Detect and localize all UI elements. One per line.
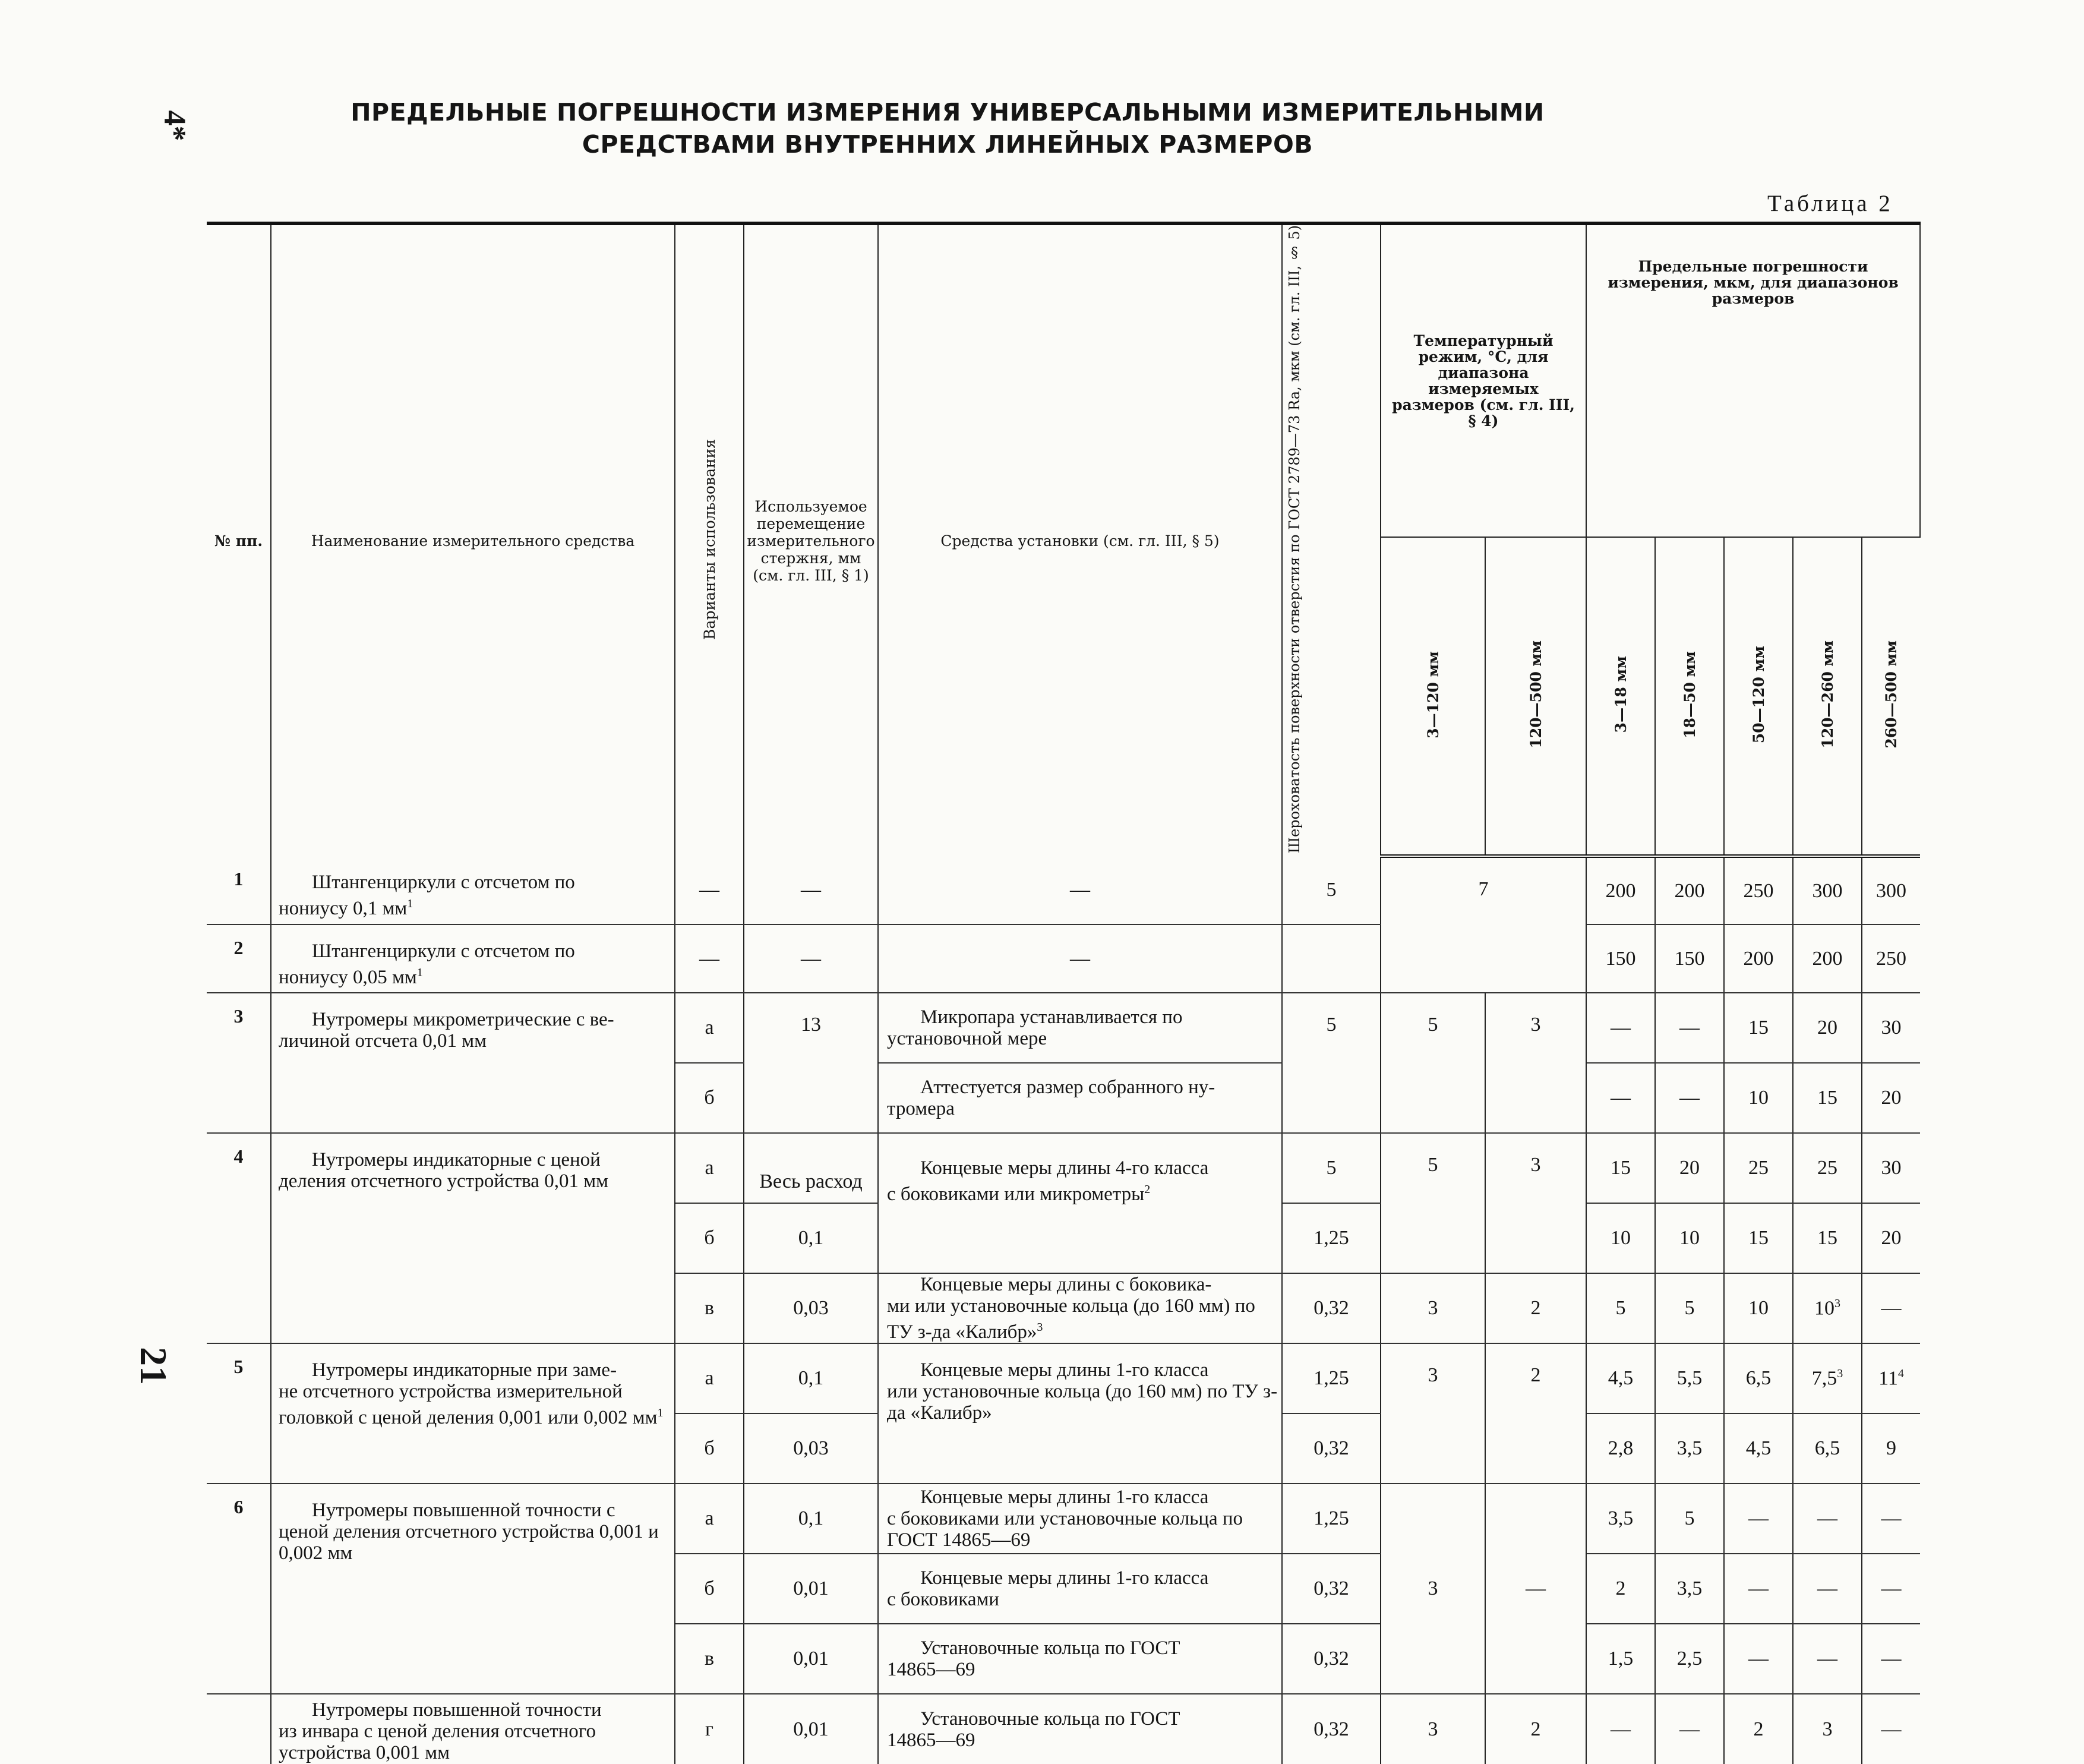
displacement-cell: 0,03 — [744, 1413, 878, 1484]
roughness-cell: 1,25 — [1282, 1343, 1381, 1413]
displacement-cell: 0,1 — [744, 1484, 878, 1554]
instrument-name — [271, 993, 675, 1133]
header-err-range-3-label: 50—120 мм — [1750, 645, 1767, 744]
table-row — [207, 924, 1920, 993]
error-cell: 10 — [1586, 1203, 1655, 1273]
setup-cell — [878, 1554, 1282, 1624]
table-row — [207, 1343, 1920, 1413]
footnote-mark: 1 — [407, 897, 413, 911]
temp-cell-120-500: — — [1485, 1484, 1586, 1694]
roughness-cell: 0,32 — [1282, 1624, 1381, 1694]
setup-rest: ми или установочные кольца (до 160 мм) по ТУ з-да «Калибр» — [887, 1295, 1255, 1343]
error-cell: — — [1862, 1554, 1920, 1624]
error-cell: 250 — [1862, 924, 1920, 993]
error-cell: 9 — [1862, 1413, 1920, 1484]
error-cell: 5,5 — [1655, 1343, 1724, 1413]
temp-cell-3-120: 3 — [1381, 1343, 1485, 1484]
error-cell: 6,5 — [1724, 1343, 1793, 1413]
error-cell: 20 — [1655, 1133, 1724, 1203]
roughness-cell: 0,32 — [1282, 1273, 1381, 1343]
error-cell — [1862, 1343, 1920, 1413]
error-cell: 15 — [1724, 1203, 1793, 1273]
setup-line: Аттестуется размер собранного ну- — [920, 1077, 1215, 1099]
footnote-mark: 4 — [1897, 1367, 1904, 1381]
instrument-name — [271, 924, 675, 993]
error-cell: — — [1724, 1554, 1793, 1624]
error-cell: 300 — [1862, 856, 1920, 924]
roughness-cell: 1,25 — [1282, 1484, 1381, 1554]
setup-cell — [878, 1624, 1282, 1694]
error-cell: — — [1655, 1694, 1724, 1764]
error-cell: 25 — [1724, 1133, 1793, 1203]
setup-rest: 14865—69 — [887, 1729, 975, 1751]
row-num: 4 — [207, 1133, 271, 1343]
error-cell: 15 — [1586, 1133, 1655, 1203]
setup-cell — [878, 1133, 1282, 1273]
error-cell — [1793, 1273, 1862, 1343]
header-roughness — [1282, 223, 1381, 856]
error-value: 7,5 — [1811, 1367, 1837, 1390]
footnote-mark: 3 — [1834, 1297, 1841, 1311]
error-cell: 150 — [1655, 924, 1724, 993]
row-num: 1 — [207, 856, 271, 924]
instrument-name-rest: личиной отсчета 0,01 мм — [279, 1030, 487, 1052]
error-cell: 250 — [1724, 856, 1793, 924]
error-cell: 200 — [1724, 924, 1793, 993]
error-cell: 5 — [1655, 1273, 1724, 1343]
temp-cell-120-500: 3 — [1485, 1133, 1586, 1273]
error-cell: 3,5 — [1655, 1554, 1724, 1624]
row-num: 6 — [207, 1484, 271, 1694]
roughness-cell: 1,25 — [1282, 1203, 1381, 1273]
temp-cell-3-120: 5 — [1381, 1133, 1485, 1273]
instrument-name-line: Штангенциркули с отсчетом по — [312, 872, 575, 894]
row-num: 3 — [207, 993, 271, 1133]
variant-cell: б — [675, 1203, 744, 1273]
header-err-range-1 — [1586, 537, 1655, 857]
error-cell: — — [1862, 1484, 1920, 1554]
header-variants-label: Варианты использования — [700, 438, 718, 640]
table-row — [207, 1694, 1920, 1764]
instrument-name — [271, 1133, 675, 1343]
error-cell: 5 — [1586, 1273, 1655, 1343]
variant-cell: б — [675, 1063, 744, 1133]
error-cell — [1793, 1343, 1862, 1413]
page-title: ПРЕДЕЛЬНЫЕ ПОГРЕШНОСТИ ИЗМЕРЕНИЯ УНИВЕРСАЛЬНЫМИ ИЗМЕРИТЕЛЬНЫМИ СРЕДСТВАМИ ВНУТРЕННИХ ЛИНЕЙНЫХ РАЗМЕРОВ — [351, 98, 1545, 159]
displacement-cell: 0,01 — [744, 1694, 878, 1764]
setup-cell: — — [878, 856, 1282, 924]
setup-line: Концевые меры длины 4-го класса — [920, 1157, 1209, 1179]
temp-cell-3-120: 3 — [1381, 1273, 1485, 1343]
roughness-cell: 0,32 — [1282, 1413, 1381, 1484]
setup-line: Микропара устанавливается по — [920, 1006, 1183, 1028]
header-err-range-2 — [1655, 537, 1724, 857]
instrument-name-rest: нониусу 0,05 мм — [279, 967, 417, 989]
error-cell: 10 — [1724, 1063, 1793, 1133]
header-setup: Средства установки (см. гл. III, § 5) — [878, 223, 1282, 856]
error-cell: 15 — [1793, 1063, 1862, 1133]
variant-cell: г — [675, 1694, 744, 1764]
setup-cell: — — [878, 924, 1282, 993]
table-row — [207, 1484, 1920, 1554]
header-err-range-4 — [1793, 537, 1862, 857]
footnote-mark: 3 — [1837, 1367, 1843, 1381]
roughness-cell: 5 — [1282, 1133, 1381, 1203]
setup-line: Установочные кольца по ГОСТ — [920, 1708, 1180, 1730]
error-cell: — — [1793, 1624, 1862, 1694]
setup-rest: тромера — [887, 1098, 955, 1120]
table-row — [207, 1133, 1920, 1203]
displacement-cell: Весь расход — [744, 1133, 878, 1203]
variant-cell: а — [675, 1343, 744, 1413]
error-cell: 5 — [1655, 1484, 1724, 1554]
temp-cell-3-120: 3 — [1381, 1484, 1485, 1694]
header-err-range-4-label: 120—260 мм — [1818, 640, 1836, 749]
displacement-cell: 0,01 — [744, 1554, 878, 1624]
variant-cell: — — [675, 924, 744, 993]
error-value: 10 — [1814, 1297, 1835, 1320]
page-number: 21 — [132, 1347, 175, 1385]
header-errors: Предельные погрешности измерения, мкм, для диапазонов размеров — [1586, 223, 1920, 537]
displacement-cell: 0,1 — [744, 1343, 878, 1413]
error-cell: — — [1724, 1624, 1793, 1694]
error-cell: 20 — [1793, 993, 1862, 1063]
error-cell: — — [1793, 1554, 1862, 1624]
error-cell: 15 — [1793, 1203, 1862, 1273]
error-cell: 2 — [1724, 1694, 1793, 1764]
instrument-name-line: Нутромеры индикаторные с ценой — [312, 1149, 601, 1171]
row-num: 5 — [207, 1343, 271, 1484]
error-cell: 200 — [1793, 924, 1862, 993]
measurement-error-table — [207, 222, 1921, 1764]
error-cell: — — [1586, 1694, 1655, 1764]
instrument-name-rest: нониусу 0,1 мм — [279, 898, 408, 920]
error-cell: 30 — [1862, 993, 1920, 1063]
instrument-name-rest: деления отсчетного устройства 0,01 мм — [279, 1170, 608, 1192]
setup-cell — [878, 993, 1282, 1063]
footnote-mark: 1 — [657, 1406, 664, 1420]
header-temp-range-2-label: 120—500 мм — [1527, 640, 1545, 749]
error-cell: 6,5 — [1793, 1413, 1862, 1484]
error-cell: 4,5 — [1724, 1413, 1793, 1484]
instrument-name-line: Нутромеры индикаторные при заме- — [312, 1359, 617, 1381]
error-cell: — — [1655, 993, 1724, 1063]
setup-cell — [878, 1273, 1282, 1343]
error-cell: 30 — [1862, 1133, 1920, 1203]
error-cell: 3,5 — [1655, 1413, 1724, 1484]
header-err-range-5 — [1862, 537, 1920, 857]
error-cell: — — [1862, 1273, 1920, 1343]
instrument-name-line: Штангенциркули с отсчетом по — [312, 941, 575, 963]
header-roughness-label: Шероховатость поверхности отверстия по ГОСТ 2789—73 Ra, мкм (см. гл. III, § 5) — [1286, 225, 1303, 854]
setup-cell — [878, 1343, 1282, 1484]
header-temp-range-2 — [1485, 537, 1586, 857]
setup-line: Концевые меры длины 1-го класса — [920, 1567, 1209, 1589]
setup-rest: или установочные кольца (до 160 мм) по ТУ з-да «Калибр» — [887, 1381, 1278, 1424]
setup-line: Концевые меры длины 1-го класса — [920, 1359, 1209, 1381]
error-cell: 150 — [1586, 924, 1655, 993]
displacement-cell: — — [744, 924, 878, 993]
displacement-cell: 0,1 — [744, 1203, 878, 1273]
error-cell: 2,5 — [1655, 1624, 1724, 1694]
setup-cell — [878, 1694, 1282, 1764]
error-cell: — — [1586, 1063, 1655, 1133]
error-cell: — — [1862, 1694, 1920, 1764]
table-caption: Таблица 2 — [1767, 191, 1893, 216]
instrument-name-line: Нутромеры повышенной точности — [312, 1699, 602, 1721]
error-cell: 4,5 — [1586, 1343, 1655, 1413]
instrument-name-line: Нутромеры повышенной точности с — [312, 1500, 615, 1522]
measurement-table-container — [207, 222, 1920, 1764]
setup-line: Установочные кольца по ГОСТ — [920, 1637, 1180, 1659]
header-displacement: Используемое перемещение измерительного стержня, мм (см. гл. III, § 1) — [744, 223, 878, 856]
variant-cell: а — [675, 1133, 744, 1203]
temp-cell-120-500: 2 — [1485, 1273, 1586, 1343]
header-variants — [675, 223, 744, 856]
roughness-cell: 0,32 — [1282, 1554, 1381, 1624]
setup-rest: 14865—69 — [887, 1659, 975, 1681]
error-cell: — — [1793, 1484, 1862, 1554]
error-cell: 20 — [1862, 1063, 1920, 1133]
error-cell: 10 — [1724, 1273, 1793, 1343]
displacement-cell: 0,03 — [744, 1273, 878, 1343]
error-cell: 10 — [1655, 1203, 1724, 1273]
temp-cell-3-120: 5 — [1381, 993, 1485, 1133]
instrument-name-rest: ценой деления отсчетного устройства 0,001 и 0,002 мм — [279, 1521, 659, 1564]
table-row — [207, 993, 1920, 1063]
header-name: Наименование измерительного средства — [271, 223, 675, 856]
error-cell: 1,5 — [1586, 1624, 1655, 1694]
displacement-cell: 0,01 — [744, 1624, 878, 1694]
roughness-cell: 0,32 — [1282, 1694, 1381, 1764]
setup-rest: с боковиками — [887, 1589, 1000, 1611]
error-cell: 300 — [1793, 856, 1862, 924]
instrument-name-rest: из инвара с ценой деления отсчетного устройства 0,001 мм — [279, 1721, 596, 1764]
header-err-range-3 — [1724, 537, 1793, 857]
displacement-cell: 13 — [744, 993, 878, 1133]
temperature-cell: 7 — [1381, 856, 1586, 993]
instrument-name-line: Нутромеры микрометрические с ве- — [312, 1009, 614, 1031]
instrument-name — [271, 856, 675, 924]
setup-rest: с боковиками или микрометры — [887, 1184, 1145, 1206]
header-num: № пп. — [207, 223, 271, 856]
setup-line: Концевые меры длины 1-го класса — [920, 1487, 1209, 1509]
error-cell: 3,5 — [1586, 1484, 1655, 1554]
error-cell: — — [1862, 1624, 1920, 1694]
setup-line: Концевые меры длины с боковика- — [920, 1274, 1212, 1296]
error-cell: 200 — [1655, 856, 1724, 924]
instrument-name-rest: не отсчетного устройства измерительной головкой с ценой деления 0,001 или 0,002 мм — [279, 1381, 658, 1429]
error-cell: 25 — [1793, 1133, 1862, 1203]
variant-cell: — — [675, 856, 744, 924]
variant-cell: б — [675, 1413, 744, 1484]
variant-cell: в — [675, 1273, 744, 1343]
setup-cell — [878, 1484, 1282, 1554]
temp-cell-120-500: 3 — [1485, 993, 1586, 1133]
header-temperature: Температурный режим, °С, для диапазона измеряемых размеров (см. гл. III, § 4) — [1381, 223, 1586, 537]
instrument-name — [271, 1484, 675, 1694]
error-cell: — — [1586, 993, 1655, 1063]
setup-rest: с боковиками или установочные кольца по ГОСТ 14865—69 — [887, 1508, 1243, 1551]
variant-cell: а — [675, 1484, 744, 1554]
footnote-mark: 3 — [1037, 1321, 1043, 1334]
temp-cell-3-120: 3 — [1381, 1694, 1485, 1764]
roughness-cell: 5 — [1282, 993, 1381, 1133]
setup-rest: установочной мере — [887, 1028, 1047, 1050]
temp-cell-120-500: 2 — [1485, 1694, 1586, 1764]
page-star-mark: 4* — [157, 110, 192, 141]
header-err-range-5-label: 260—500 мм — [1883, 640, 1900, 749]
instrument-name — [271, 1694, 675, 1764]
error-cell: — — [1655, 1063, 1724, 1133]
displacement-cell: — — [744, 856, 878, 924]
table-row — [207, 856, 1920, 924]
temp-cell-120-500: 2 — [1485, 1343, 1586, 1484]
variant-cell: б — [675, 1554, 744, 1624]
error-cell: — — [1724, 1484, 1793, 1554]
error-cell: 20 — [1862, 1203, 1920, 1273]
error-cell: 200 — [1586, 856, 1655, 924]
footnote-mark: 1 — [416, 966, 423, 980]
variant-cell: в — [675, 1624, 744, 1694]
setup-cell — [878, 1063, 1282, 1133]
header-temp-range-1-label: 3—120 мм — [1424, 651, 1442, 739]
error-cell: 2,8 — [1586, 1413, 1655, 1484]
error-cell: 15 — [1724, 993, 1793, 1063]
error-cell: 2 — [1586, 1554, 1655, 1624]
instrument-name — [271, 1343, 675, 1484]
roughness-cell — [1282, 924, 1381, 993]
header-err-range-2-label: 18—50 мм — [1681, 651, 1698, 739]
header-temp-range-1 — [1381, 537, 1485, 857]
error-cell: 3 — [1793, 1694, 1862, 1764]
footnote-mark: 2 — [1144, 1183, 1151, 1197]
row-num: 2 — [207, 924, 271, 993]
roughness-cell: 5 — [1282, 856, 1381, 924]
error-value: 11 — [1878, 1367, 1898, 1390]
header-err-range-1-label: 3—18 мм — [1612, 656, 1630, 733]
row-num — [207, 1694, 271, 1764]
variant-cell: а — [675, 993, 744, 1063]
